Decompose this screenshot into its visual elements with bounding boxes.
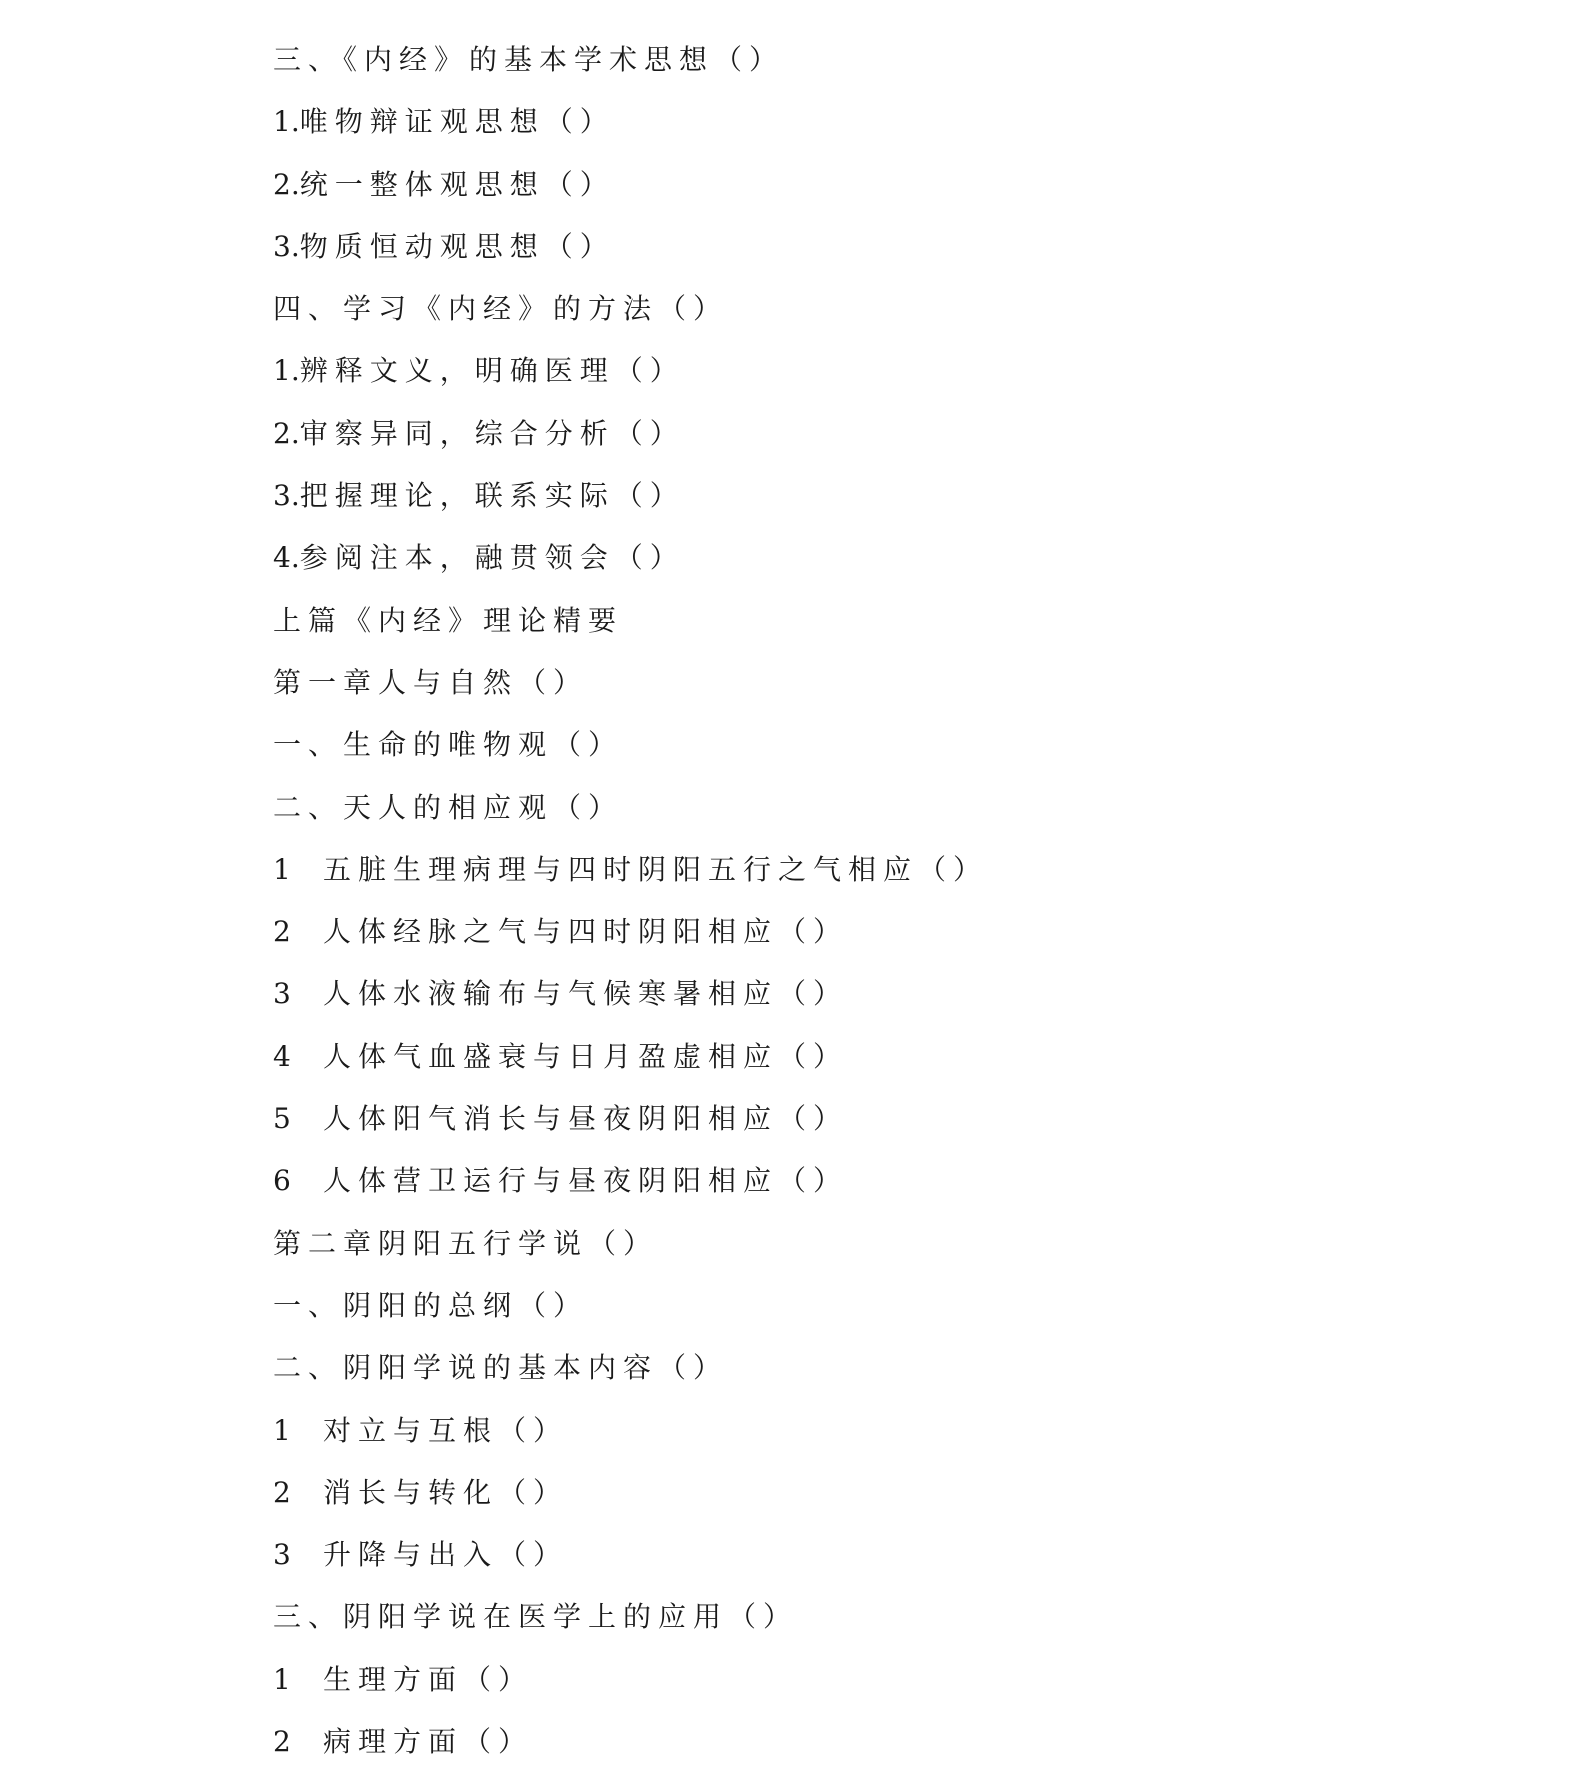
item-text: 升降与出入（） bbox=[323, 1538, 569, 1572]
item-text: 三、《内经》的基本学术思想（） bbox=[273, 43, 785, 76]
item-text: 对立与互根（） bbox=[323, 1413, 569, 1447]
item-text: 人体水液输布与气候寒暑相应（） bbox=[323, 977, 849, 1011]
item-number: 1 bbox=[273, 1662, 291, 1696]
item-text: 统一整体观思想（） bbox=[299, 167, 615, 201]
item-text: 消长与转化（） bbox=[323, 1475, 569, 1509]
outline-line bbox=[273, 1524, 988, 1586]
outline-line bbox=[273, 839, 988, 901]
item-text: 人体营卫运行与昼夜阴阳相应（） bbox=[323, 1164, 849, 1198]
item-number: 4 bbox=[273, 1039, 291, 1073]
outline-line bbox=[273, 963, 988, 1025]
outline-line bbox=[273, 216, 988, 278]
item-text: 第二章阴阳五行学说（） bbox=[273, 1226, 659, 1260]
outline-line bbox=[273, 1213, 988, 1275]
item-number: 5 bbox=[273, 1102, 291, 1136]
item-text: 第一章人与自然（） bbox=[273, 665, 589, 699]
item-number: 2 bbox=[273, 1725, 291, 1759]
item-number: 4. bbox=[273, 541, 300, 575]
item-text: 人体经脉之气与四时阴阳相应（） bbox=[323, 915, 849, 949]
item-text: 辨释文义，明确医理（） bbox=[299, 354, 685, 388]
outline-line bbox=[273, 1275, 988, 1337]
outline-line bbox=[273, 1586, 988, 1648]
item-text: 四、学习《内经》的方法（） bbox=[273, 292, 729, 326]
outline-line bbox=[273, 91, 988, 153]
item-text: 人体气血盛衰与日月盈虚相应（） bbox=[323, 1039, 849, 1073]
outline-line bbox=[273, 278, 988, 340]
item-text: 生理方面（） bbox=[323, 1662, 534, 1696]
outline-line bbox=[273, 154, 988, 216]
item-number: 1 bbox=[273, 852, 291, 886]
item-text: 病理方面（） bbox=[323, 1725, 534, 1759]
item-number: 3. bbox=[273, 229, 300, 263]
item-text: 把握理论，联系实际（） bbox=[299, 479, 685, 513]
item-text: 二、天人的相应观（） bbox=[273, 790, 624, 824]
item-number: 2. bbox=[273, 416, 300, 450]
item-number: 3. bbox=[273, 479, 300, 513]
item-text: 一、阴阳的总纲（） bbox=[273, 1288, 589, 1322]
item-number: 3 bbox=[273, 1538, 291, 1572]
item-number: 3 bbox=[273, 977, 291, 1011]
item-text: 物质恒动观思想（） bbox=[299, 229, 615, 263]
outline-line bbox=[273, 340, 988, 402]
item-number: 2 bbox=[273, 915, 291, 949]
outline-line bbox=[273, 590, 988, 652]
outline-line bbox=[273, 1026, 988, 1088]
outline-line bbox=[273, 1337, 988, 1399]
outline-line bbox=[273, 1400, 988, 1462]
item-number: 6 bbox=[273, 1164, 291, 1198]
item-text: 三、阴阳学说在医学上的应用（） bbox=[273, 1600, 799, 1634]
item-number: 1. bbox=[273, 105, 300, 139]
outline-line bbox=[273, 1649, 988, 1711]
outline-line bbox=[273, 714, 988, 776]
item-text: 五脏生理病理与四时阴阳五行之气相应（） bbox=[323, 852, 989, 886]
item-text: 唯物辩证观思想（） bbox=[299, 105, 615, 139]
outline-line bbox=[273, 901, 988, 963]
outline-line bbox=[273, 29, 988, 91]
outline-line bbox=[273, 652, 988, 714]
item-text: 一、生命的唯物观（） bbox=[273, 728, 624, 762]
item-text: 上篇《内经》理论精要 bbox=[273, 603, 624, 637]
outline-line bbox=[273, 403, 988, 465]
outline-line bbox=[273, 1711, 988, 1773]
item-text: 人体阳气消长与昼夜阴阳相应（） bbox=[323, 1102, 849, 1136]
outline-list bbox=[273, 29, 988, 1773]
item-number: 1. bbox=[273, 354, 300, 388]
item-text: 二、阴阳学说的基本内容（） bbox=[273, 1351, 729, 1385]
outline-line bbox=[273, 527, 988, 589]
item-number: 1 bbox=[273, 1413, 291, 1447]
item-number: 2 bbox=[273, 1475, 291, 1509]
outline-line bbox=[273, 777, 988, 839]
outline-line bbox=[273, 1462, 988, 1524]
item-text: 审察异同，综合分析（） bbox=[299, 416, 685, 450]
outline-line bbox=[273, 1150, 988, 1212]
item-number: 2. bbox=[273, 167, 300, 201]
outline-line bbox=[273, 465, 988, 527]
outline-line bbox=[273, 1088, 988, 1150]
item-text: 参阅注本，融贯领会（） bbox=[299, 541, 685, 575]
